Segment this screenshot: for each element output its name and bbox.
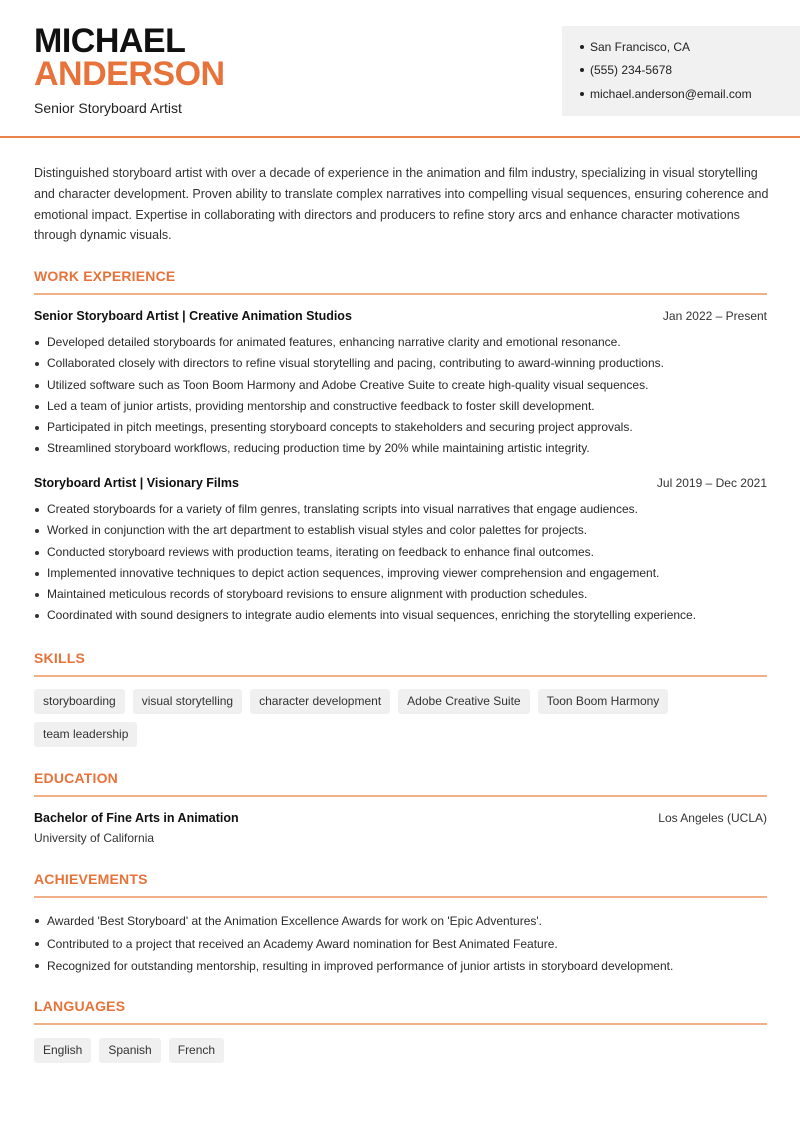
job-header [34,309,767,323]
job-dates: Jan 2022 – Present [662,309,767,323]
first-name: MICHAEL [34,22,186,60]
language-chip: French [169,1038,224,1063]
summary: Distinguished storyboard artist with over a decade of experience in the animation and film industry, specializing in visual storytelling and character development. Proven ability to translate complex narratives into compelling visual sequences, ensuring coherence and emotional impact. Expertise in collaborating with directors and producers to refine story arcs and enhance character motivations through dynamic visuals. [34,166,769,243]
section-title-languages: LANGUAGES [34,998,126,1014]
job-dates: Jul 2019 – Dec 2021 [656,476,767,490]
list-item: Contributed to a project that received an Academy Award nomination for Best Animated Feature. [34,933,769,956]
bullet-icon [580,68,584,72]
list-item: Maintained meticulous records of storyboard revisions to ensure alignment with production schedules. [34,584,769,605]
list-item: Worked in conjunction with the art department to establish visual styles and color palettes for projects. [34,520,769,541]
list-item: Implemented innovative techniques to depict action sequences, improving viewer comprehension and engagement. [34,563,769,584]
section-divider [34,795,767,797]
contact-phone [580,63,672,77]
section-title-education: EDUCATION [34,770,118,786]
job-bullets [34,332,769,460]
job-title: Senior Storyboard Artist [34,100,182,116]
list-item: Streamlined storyboard workflows, reducing production time by 20% while maintaining artistic integrity. [34,438,769,459]
achievements-list [34,910,769,978]
list-item: Recognized for outstanding mentorship, resulting in improved performance of junior artists in storyboard development. [34,955,769,978]
list-item: Created storyboards for a variety of film genres, translating scripts into visual narratives that engage audiences. [34,499,769,520]
list-item: Collaborated closely with directors to refine visual storytelling and pacing, contributing to award-winning productions. [34,353,769,374]
list-item: Coordinated with sound designers to integrate audio elements into visual sequences, enriching the storytelling experience. [34,605,769,626]
bullet-icon [580,92,584,96]
contact-email [580,87,752,101]
skill-chip: character development [250,689,390,714]
job-header [34,476,767,490]
skill-chip: storyboarding [34,689,125,714]
contact-location-text: San Francisco, CA [590,40,691,54]
bullet-icon [580,45,584,49]
list-item: Developed detailed storyboards for animated features, enhancing narrative clarity and emotional resonance. [34,332,769,353]
list-item: Led a team of junior artists, providing mentorship and constructive feedback to foster skill development. [34,396,769,417]
section-title-work: WORK EXPERIENCE [34,268,176,284]
skill-chip: Toon Boom Harmony [538,689,669,714]
section-divider [34,675,767,677]
job-role: Senior Storyboard Artist | Creative Animation Studios [34,309,352,323]
contact-phone-text: (555) 234-5678 [590,63,673,77]
education-degree: Bachelor of Fine Arts in Animation [34,811,239,825]
list-item: Participated in pitch meetings, presenting storyboard concepts to stakeholders and securing project approvals. [34,417,769,438]
job-role: Storyboard Artist | Visionary Films [34,476,239,490]
section-divider [34,896,767,898]
section-title-skills: SKILLS [34,650,85,666]
section-divider [34,1023,767,1025]
job-bullets [34,499,769,627]
education-school: University of California [34,831,155,845]
skill-chip: visual storytelling [133,689,242,714]
contact-email-text: michael.anderson@email.com [590,87,752,101]
language-chip: Spanish [99,1038,160,1063]
education-header [34,811,767,825]
contact-location [580,40,690,54]
list-item: Conducted storyboard reviews with production teams, iterating on feedback to enhance final outcomes. [34,542,769,563]
contact-box [562,26,800,116]
skill-chip: team leadership [34,722,137,747]
resume-header [0,0,800,138]
section-title-achievements: ACHIEVEMENTS [34,871,148,887]
language-chip: English [34,1038,91,1063]
section-divider [34,293,767,295]
skill-chip: Adobe Creative Suite [398,689,529,714]
list-item: Utilized software such as Toon Boom Harmony and Adobe Creative Suite to create high-quality visual sequences. [34,375,769,396]
last-name: ANDERSON [34,55,225,93]
education-location: Los Angeles (UCLA) [658,811,767,825]
skills-list [34,689,769,747]
list-item: Awarded 'Best Storyboard' at the Animation Excellence Awards for work on 'Epic Adventures'. [34,910,769,933]
languages-list [34,1038,769,1063]
